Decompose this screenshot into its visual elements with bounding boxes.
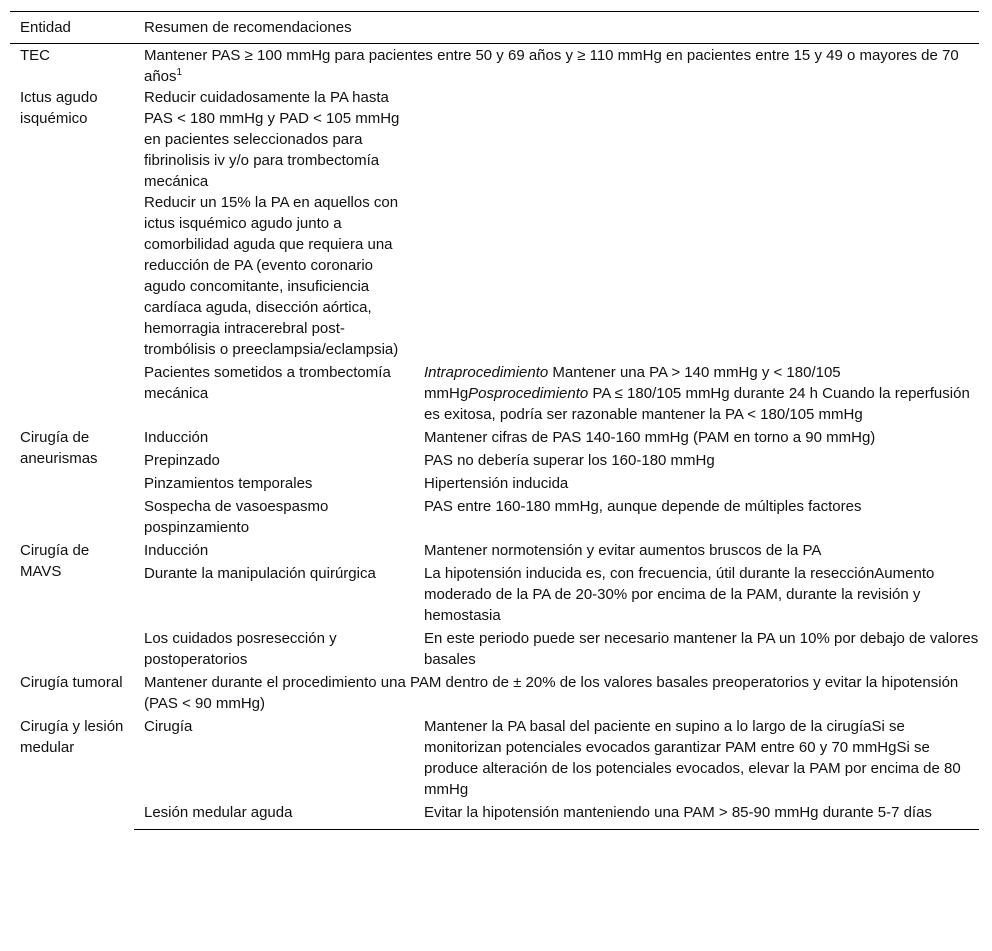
recommendations-table-container — [10, 11, 979, 830]
footnote-marker: 1 — [176, 67, 183, 78]
recommendation-cell: En este periodo puede ser necesario mantener la PA un 10% por debajo de valores basales — [424, 630, 979, 668]
header-entidad: Entidad — [10, 12, 134, 44]
recommendation-cell: Mantener durante el procedimiento una PAM dentro de ± 20% de los valores basales preoperatorios y evitar la hipotensión (PAS < 90 mmHg) — [144, 674, 959, 712]
subcategory-cell: Inducción — [144, 542, 209, 559]
subcategory-cell: Inducción — [144, 429, 209, 446]
recommendation-cell: Hipertensión inducida — [424, 475, 569, 492]
postprocedure-label: Posprocedimiento — [468, 385, 589, 402]
header-resumen: Resumen de recomendaciones — [134, 12, 979, 44]
entity-cell: Ictus agudo isquémico — [20, 89, 98, 127]
table-row — [10, 714, 979, 800]
recommendation-cell: Mantener cifras de PAS 140-160 mmHg (PAM en torno a 90 mmHg) — [424, 429, 876, 446]
entity-cell: TEC — [20, 47, 50, 64]
entity-cell: Cirugía y lesión medular — [20, 718, 124, 756]
recommendation-cell: Intraprocedimiento Mantener una PA > 140 mmHg y < 180/105 mmHgPosprocedimiento PA ≤ 180/105 mmHg durante 24 h Cuando la reperfusión es exitosa, podría ser razonable mantener la PA < 180/105 mmHg — [424, 364, 970, 423]
recommendation-cell: Reducir cuidadosamente la PA hasta PAS < 180 mmHg y PAD < 105 mmHg en pacientes seleccionados para fibrinolisis iv y/o para trombectomía mecánica — [144, 89, 400, 190]
recommendations-table — [10, 11, 979, 830]
table-row — [10, 494, 979, 538]
table-row — [10, 471, 979, 494]
recommendation-cell: La hipotensión inducida es, con frecuencia, útil durante la resecciónAumento moderado de la PA de 20-30% por encima de la PAM, durante la revisión y hemostasia — [424, 565, 935, 624]
recommendation-cell: Mantener normotensión y evitar aumentos bruscos de la PA — [424, 542, 822, 559]
table-row — [10, 192, 979, 360]
table-row — [10, 538, 979, 561]
table-row — [10, 360, 979, 425]
recommendation-cell: Mantener la PA basal del paciente en supino a lo largo de la cirugíaSi se monitorizan potenciales evocados garantizar PAM entre 60 y 70 mmHgSi se produce alteración de los potenciales evocados, elevar la PAM por encima de 80 mmHg — [424, 718, 961, 798]
subcategory-cell: Sospecha de vasoespasmo pospinzamiento — [144, 498, 329, 536]
entity-cell: Cirugía de MAVS — [20, 542, 90, 580]
table-row — [10, 800, 979, 830]
recommendation-cell: PAS entre 160-180 mmHg, aunque depende de múltiples factores — [424, 498, 862, 515]
recommendation-cell: Evitar la hipotensión manteniendo una PAM > 85-90 mmHg durante 5-7 días — [414, 800, 979, 830]
table-row — [10, 626, 979, 670]
subcategory-cell: Cirugía — [144, 718, 193, 735]
subcategory-cell: Pacientes sometidos a trombectomía mecánica — [144, 364, 391, 402]
entity-cell: Cirugía de aneurismas — [20, 429, 98, 467]
recommendation-cell: Reducir un 15% la PA en aquellos con ictus isquémico agudo junto a comorbilidad aguda que requiera una reducción de PA (evento coronario agudo concomitante, insuficiencia cardíaca aguda, disección aórtica, hemorragia intracerebral post-trombólisis o preeclampsia/eclampsia) — [144, 194, 399, 358]
table-row — [10, 44, 979, 88]
subcategory-cell: Lesión medular aguda — [134, 800, 414, 830]
table-row — [10, 87, 979, 192]
table-row — [10, 425, 979, 448]
recommendation-cell: PAS no debería superar los 160-180 mmHg — [424, 452, 715, 469]
entity-cell: Cirugía tumoral — [20, 674, 123, 691]
table-header-row — [10, 12, 979, 44]
table-row — [10, 670, 979, 714]
recommendation-cell: Mantener PAS ≥ 100 mmHg para pacientes entre 50 y 69 años y ≥ 110 mmHg en pacientes entre 15 y 49 o mayores de 70 años$^1$ — [144, 47, 959, 85]
table-row — [10, 561, 979, 626]
subcategory-cell: Pinzamientos temporales — [144, 475, 313, 492]
subcategory-cell: Prepinzado — [144, 452, 220, 469]
subcategory-cell: Los cuidados posresección y postoperatorios — [144, 630, 337, 668]
intraprocedure-label: Intraprocedimiento — [424, 364, 549, 381]
subcategory-cell: Durante la manipulación quirúrgica — [144, 565, 376, 582]
table-row — [10, 448, 979, 471]
